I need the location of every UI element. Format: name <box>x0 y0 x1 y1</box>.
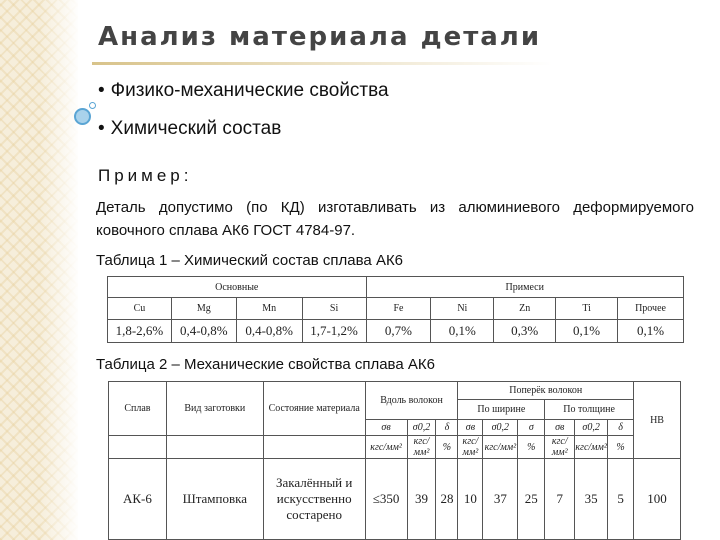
property-unit: кгс/мм² <box>483 436 518 459</box>
value-cell: 5 <box>608 459 634 540</box>
property-unit: % <box>608 436 634 459</box>
table2-caption: Таблица 2 – Механические свойства сплава АК6 <box>96 356 435 373</box>
property-unit: кгс/мм² <box>575 436 608 459</box>
property-unit: % <box>518 436 545 459</box>
value-cell: 39 <box>407 459 436 540</box>
property-unit: % <box>436 436 458 459</box>
blank-type-header: Вид заготовки <box>166 382 263 436</box>
composition-cell: 1,7-1,2% <box>302 320 366 343</box>
alloy-header: Сплав <box>109 382 167 436</box>
element-header: Ti <box>556 298 618 320</box>
title-underline <box>92 62 552 65</box>
bullet-item <box>98 80 389 102</box>
composition-cell: 0,1% <box>431 320 494 343</box>
value-cell: ≤350 <box>365 459 407 540</box>
value-cell: 10 <box>458 459 483 540</box>
value-cell: 7 <box>545 459 575 540</box>
property-unit: кгс/мм² <box>365 436 407 459</box>
composition-cell: 0,4-0,8% <box>171 320 236 343</box>
along-fibers-header: Вдоль волокон <box>365 382 458 420</box>
decor-small-circle-icon <box>89 102 96 109</box>
property-symbol: σ0,2 <box>407 420 436 436</box>
hb-header: НВ <box>634 382 681 459</box>
value-cell: 28 <box>436 459 458 540</box>
element-header: Fe <box>366 298 431 320</box>
element-header: Zn <box>494 298 556 320</box>
element-header: Si <box>302 298 366 320</box>
property-symbol: σ0,2 <box>483 420 518 436</box>
property-symbol: σв <box>458 420 483 436</box>
element-header: Cu <box>108 298 172 320</box>
description-paragraph: Деталь допустимо (по КД) изготавливать из алюминиевого деформируемого ковочного сплава АК6 ГОСТ 4784-97. <box>96 199 694 239</box>
material-state-header: Состояние материала <box>263 382 365 436</box>
by-width-header: По ширине <box>458 400 545 420</box>
alloy-cell: АК-6 <box>109 459 167 540</box>
element-header: Прочее <box>618 298 684 320</box>
header-empty-cell <box>109 436 167 459</box>
composition-cell: 0,3% <box>494 320 556 343</box>
group-impurities-header: Примеси <box>366 277 684 298</box>
header-empty-cell <box>166 436 263 459</box>
property-symbol: δ <box>436 420 458 436</box>
example-label: Пример: <box>98 166 193 185</box>
composition-cell: 0,7% <box>366 320 431 343</box>
property-unit: кгс/мм² <box>407 436 436 459</box>
property-symbol: σ <box>518 420 545 436</box>
page-title: Анализ материала детали <box>98 22 542 52</box>
side-decoration-fade <box>40 0 80 540</box>
property-symbol: σв <box>365 420 407 436</box>
table1-caption: Таблица 1 – Химический состав сплава АК6 <box>96 252 404 269</box>
element-header: Mn <box>236 298 302 320</box>
property-unit: кгс/мм² <box>545 436 575 459</box>
property-symbol: σ0,2 <box>575 420 608 436</box>
chemical-composition-table <box>107 276 684 343</box>
property-unit: кгс/мм² <box>458 436 483 459</box>
hb-value-cell: 100 <box>634 459 681 540</box>
value-cell: 37 <box>483 459 518 540</box>
header-empty-cell <box>263 436 365 459</box>
bullet-label: Физико-механические свойства <box>110 80 389 101</box>
material-state-cell: Закалённый и искусственно состарено <box>263 459 365 540</box>
group-main-header: Основные <box>108 277 367 298</box>
element-header: Mg <box>171 298 236 320</box>
decor-circle-icon <box>74 108 91 125</box>
blank-type-cell: Штамповка <box>166 459 263 540</box>
bullet-item <box>98 118 281 140</box>
bullet-dot-icon: • <box>98 80 105 101</box>
property-symbol: σв <box>545 420 575 436</box>
value-cell: 25 <box>518 459 545 540</box>
composition-cell: 0,4-0,8% <box>236 320 302 343</box>
across-fibers-header: Поперёк волокон <box>458 382 634 400</box>
composition-cell: 0,1% <box>556 320 618 343</box>
element-header: Ni <box>431 298 494 320</box>
property-symbol: δ <box>608 420 634 436</box>
composition-cell: 0,1% <box>618 320 684 343</box>
by-thickness-header: По толщине <box>545 400 634 420</box>
bullet-dot-icon: • <box>98 118 105 139</box>
bullet-label: Химический состав <box>110 118 282 139</box>
composition-cell: 1,8-2,6% <box>108 320 172 343</box>
mechanical-properties-table <box>108 381 681 540</box>
value-cell: 35 <box>575 459 608 540</box>
